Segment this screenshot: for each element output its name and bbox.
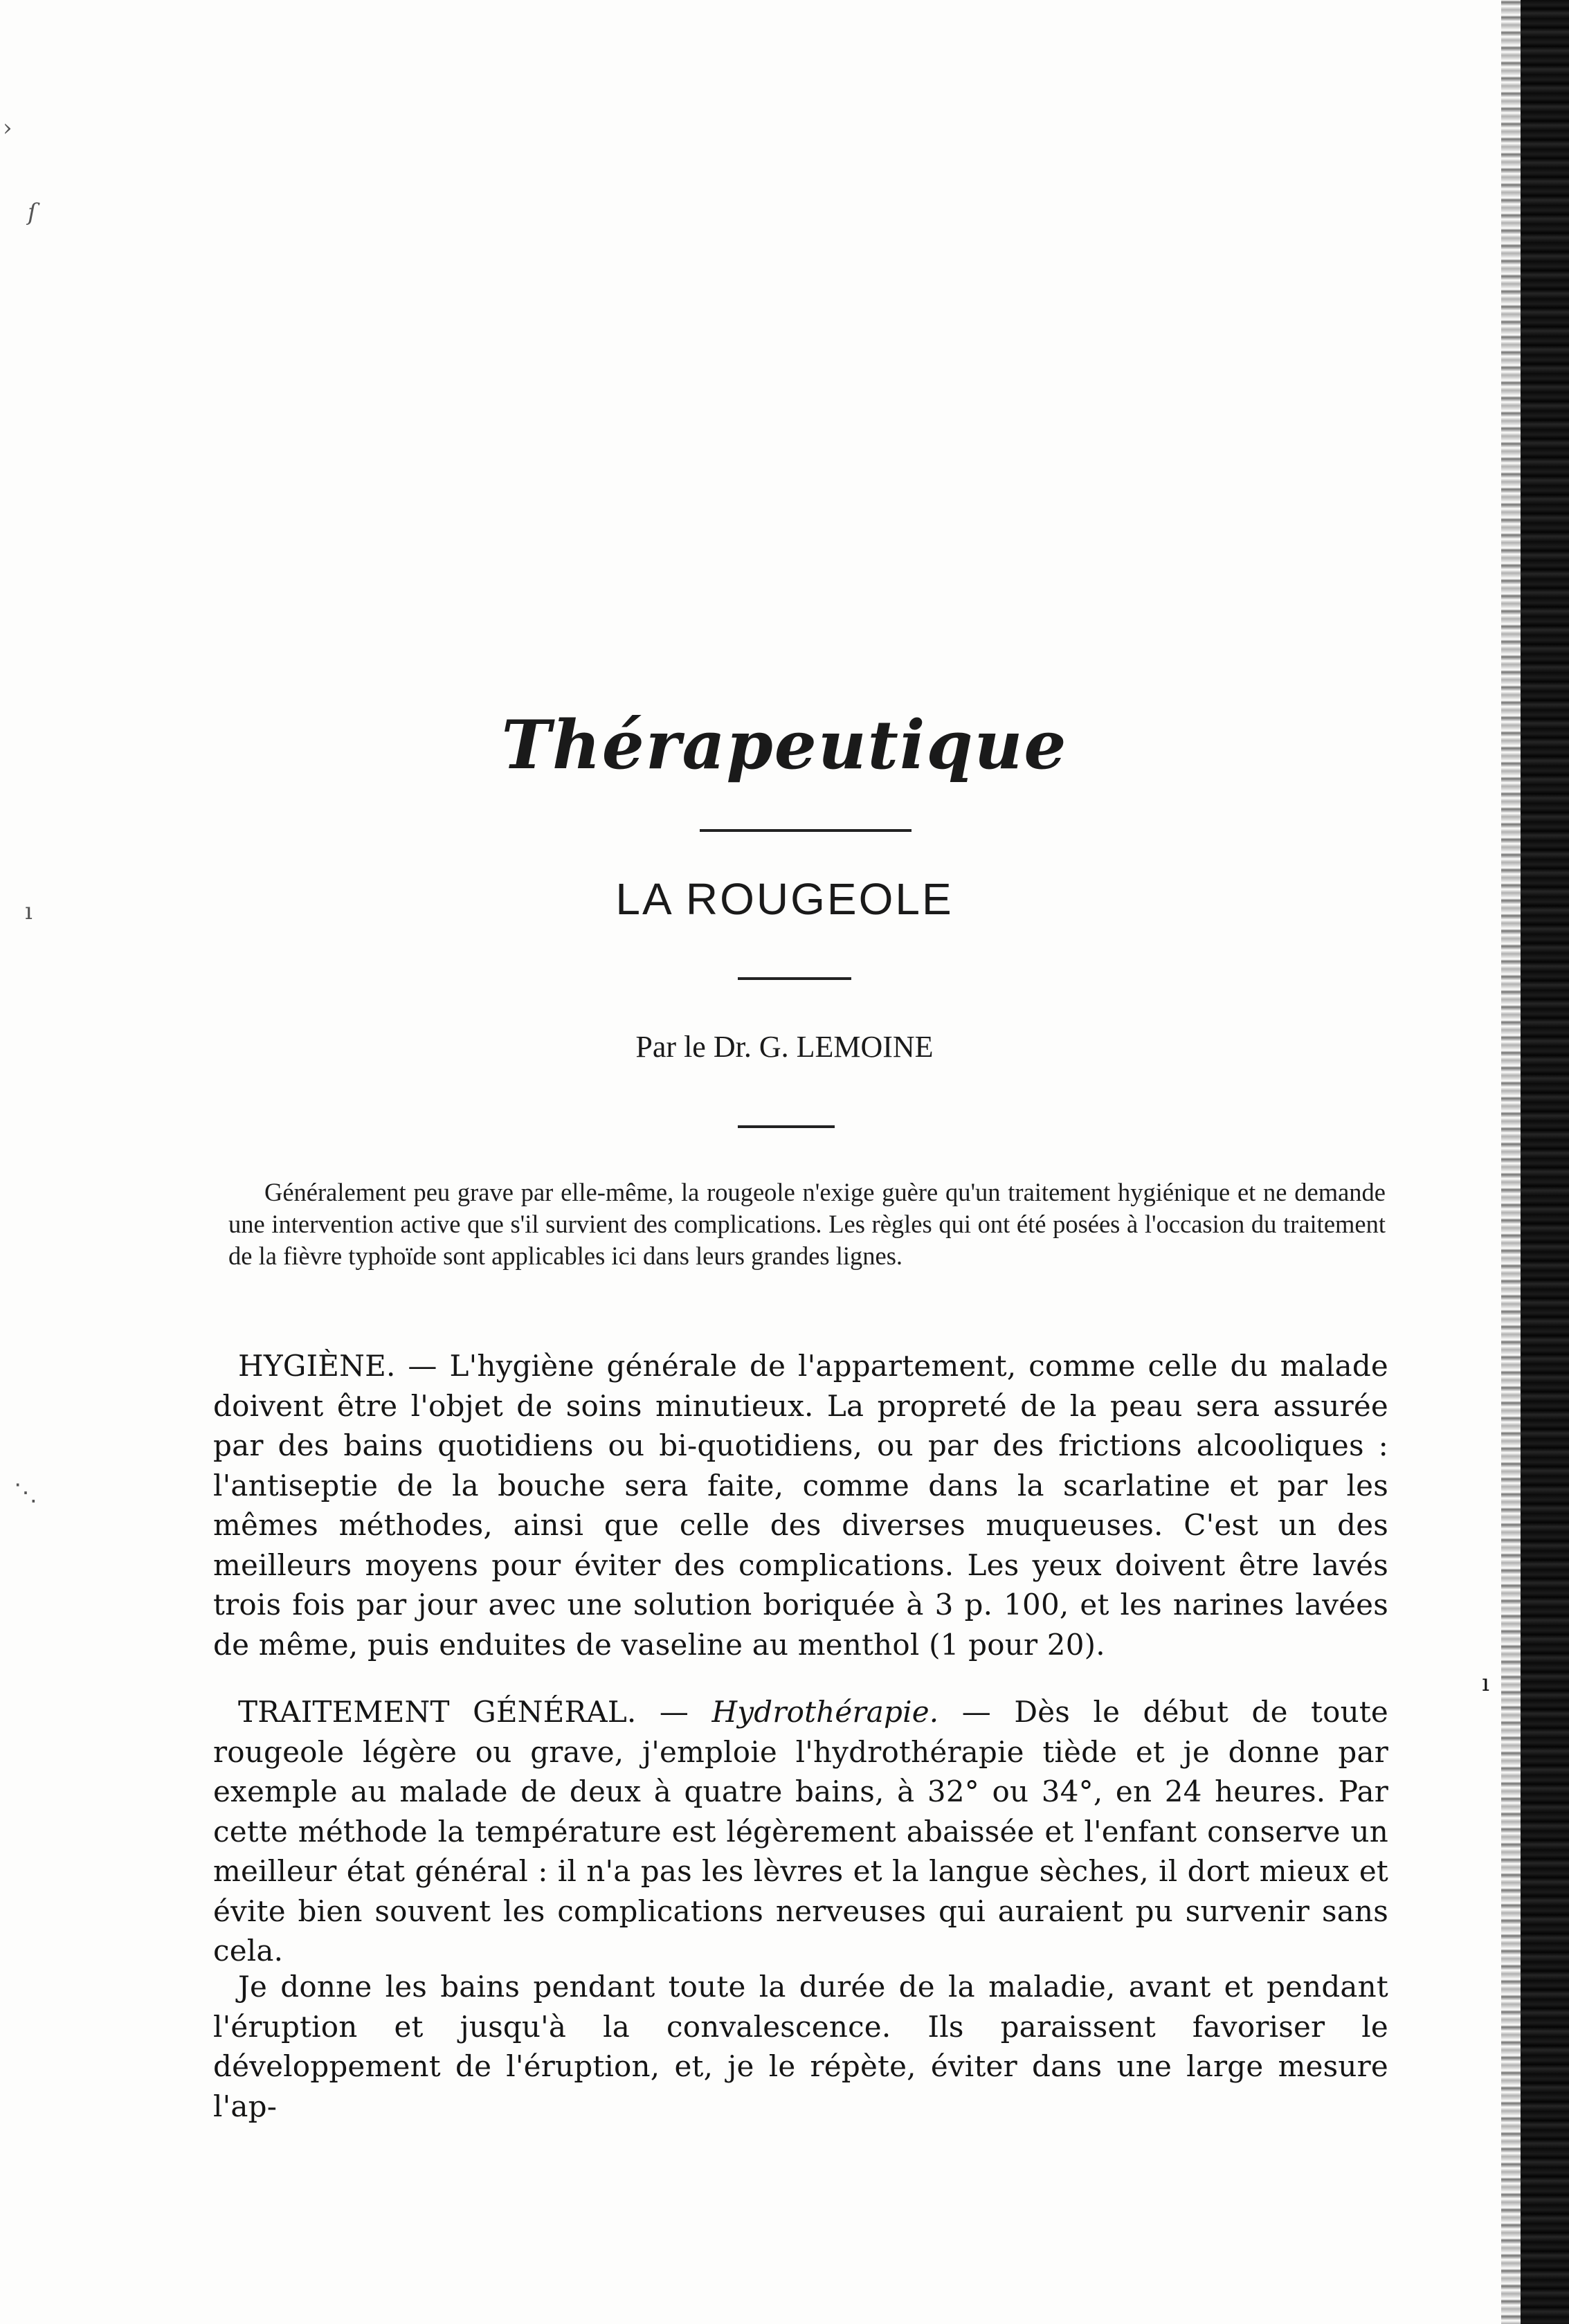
traitement-dash: — [636,1695,712,1729]
traitement-text: — Dès le début de toute rougeole légère ou grave, j'emploie l'hydrothérapie tiède et je donne par exemple au malade de deux à quatre bains, à 32° ou 34°, en 24 heures. Par cette méthode la température est légèrement abaissée et l'enfant conserve un meilleur état général : il n'a pas les lèvres et la langue sèches, il dort mieux et évite bien souvent les complications nerveuses qui auraient pu survenir sans cela. [213,1695,1388,1968]
divider-rule [700,829,912,832]
section-heading: Thérapeutique [501,706,1068,784]
bains-paragraph: Je donne les bains pendant toute la durée de la maladie, avant et pendant l'éruption et jusqu'à la convalescence. Ils paraissent favoriser le développement de l'éruption, et, je le répète, éviter dans une large mesure l'ap- [213,1970,1388,2123]
margin-mark: ı [25,898,33,925]
divider-rule [738,977,851,980]
margin-mark: ⋱ [14,1479,37,1507]
hygiene-paragraph [213,1346,1388,1664]
margin-mark: › [3,114,12,142]
traitement-lead: TRAITEMENT GÉNÉRAL. [238,1695,637,1729]
hygiene-lead: HYGIÈNE. [238,1349,396,1383]
hygiene-text: — L'hygiène générale de l'appartement, comme celle du malade doivent être l'objet de soins minutieux. La propreté de la peau sera assurée par des bains quotidiens ou bi-quotidiens, ou par des frictions alcooliques : l'antiseptie de la bouche sera faite, comme dans la scarlatine et par les mêmes méthodes, ainsi que celle des diverses muqueuses. C'est un des meilleurs moyens pour éviter des complications. Les yeux doivent être lavés trois fois par jour avec une solution boriquée à 3 p. 100, et les narines lavées de même, puis enduites de vaseline au menthol (1 pour 20). [213,1349,1388,1662]
divider-rule [738,1125,835,1128]
page-binding-edge [1521,0,1569,2324]
article-byline: Par le Dr. G. LEMOINE [635,1030,934,1064]
margin-mark: ſ [28,199,37,226]
hydrotherapie-subhead: Hydrothérapie. [711,1695,939,1729]
intro-paragraph: Généralement peu grave par elle-même, la rougeole n'exige guère qu'un traitement hygiénique et ne demande une intervention active que s'il survient des complications. Les règles qui ont été posées à l'occasion du traitement de la fièvre typhoïde sont applicables ici dans leurs grandes lignes. [228,1178,1386,1270]
article-title: LA ROUGEOLE [615,874,954,924]
traitement-paragraph [213,1692,1388,1971]
margin-mark: ı [1482,1669,1489,1697]
